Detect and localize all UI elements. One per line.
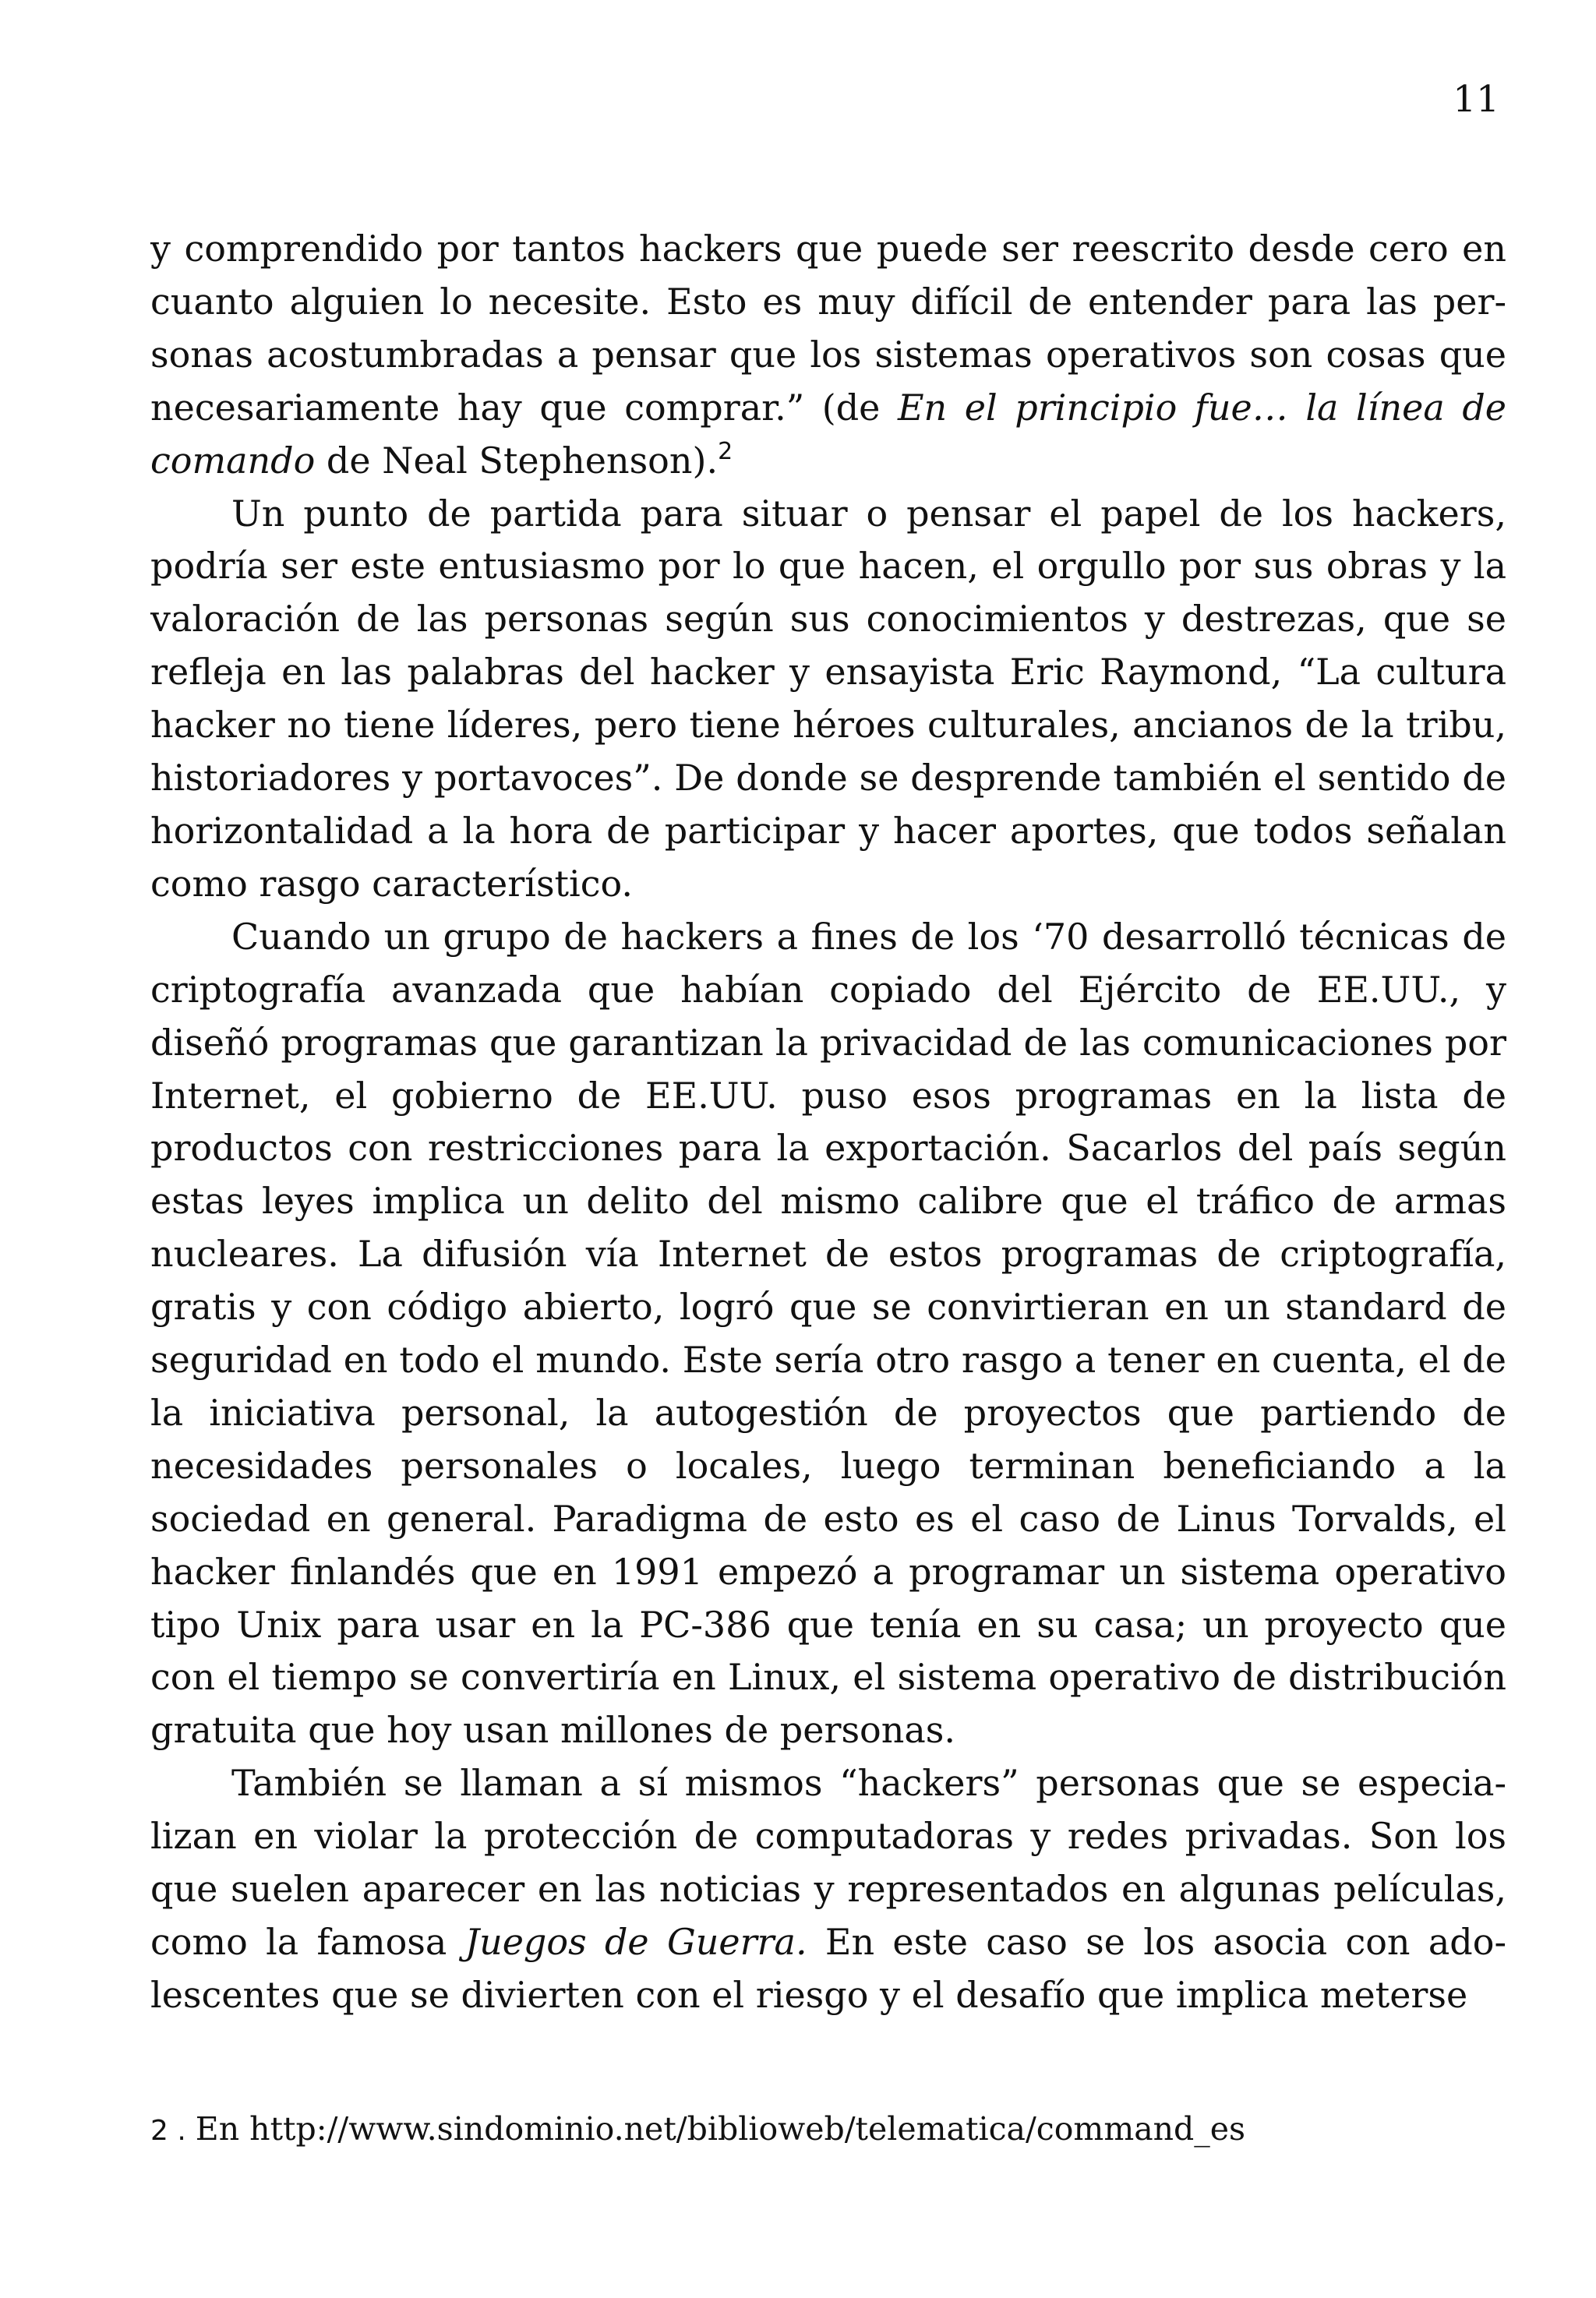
paragraph-2: Un punto de partida para situar o pensar el papel de los hackers, podría ser este entusiasmo por lo que hacen, el orgullo por sus obras y la valoración de las personas según sus conocimientos y destrezas, que se refleja en las palabras del hacker y ensayista Eric Raymond, “La cultura hacker no tiene líderes, pero tiene héroes culturales, ancianos de la tribu, historiadores y portavoces”. De donde se desprende también el sentido de horizontalidad a la hora de participar y hacer aportes, que todos señalan como rasgo característico. <box>150 492 1506 905</box>
footnote-reference: 2 <box>718 437 733 465</box>
footnote-text: En http://www.sindominio.net/biblioweb/telematica/command_es <box>195 2110 1246 2148</box>
body-text <box>150 223 1506 2022</box>
paragraph-1 <box>150 223 1506 488</box>
page-number: 11 <box>1453 78 1499 121</box>
paragraph-3: Cuando un grupo de hackers a fines de los ‘70 desarrolló técnicas de criptografía avanzada que habían copiado del Ejército de EE.UU., y diseñó programas que garantizan la privacidad de las comunicaciones por Internet, el gobierno de EE.UU. puso esos programas en la lista de productos con restricciones para la exportación. Sacarlos del país según estas leyes implica un delito del mismo calibre que el tráfico de armas nucleares. La difusión vía Internet de estos programas de criptografía, gratis y con código abierto, logró que se convirtieran en un standard de seguridad en todo el mundo. Este sería otro rasgo a tener en cuenta, el de la iniciativa personal, la autogestión de proyectos que partiendo de necesidades personales o locales, luego terminan beneficiando a la sociedad en general. Paradigma de esto es el caso de Linus Torvalds, el hacker finlandés que en 1991 empezó a programar un sistema operativo tipo Unix para usar en la PC-386 que tenía en su casa; un proyecto que con el tiempo se convertiría en Linux, el sistema operativo de distribución gratuita que hoy usan millones de personas. <box>150 915 1506 1752</box>
paragraph-4-text-b: En este caso se los asocia con adolescentes que se divierten con el riesgo y el desafío que implica meterse <box>150 1921 1506 2016</box>
paragraph-1-text-a: y comprendido por tantos hackers que puede ser reescrito desde cero en cuanto alguien lo necesite. Esto es muy difícil de entender para las personas acostumbradas a pensar que los sistemas operativos son cosas que necesariamente hay que comprar.” (de <box>150 228 1506 429</box>
footnote <box>150 2110 1506 2148</box>
film-title-italic: Juegos de Guerra. <box>464 1921 807 1963</box>
paragraph-4 <box>150 1757 1506 2022</box>
paragraph-4-text-a: También se llaman a sí mismos “hackers” personas que se especializan en violar la protección de computadoras y redes privadas. Son los que suelen aparecer en las noticias y representados en algunas películas, como la famosa <box>150 1762 1506 1963</box>
book-title-italic: En el principio fue… la línea de comando <box>150 386 1506 482</box>
footnote-number: 2 . <box>150 2115 186 2147</box>
paragraph-1-text-b: de Neal Stephenson). <box>315 439 719 482</box>
